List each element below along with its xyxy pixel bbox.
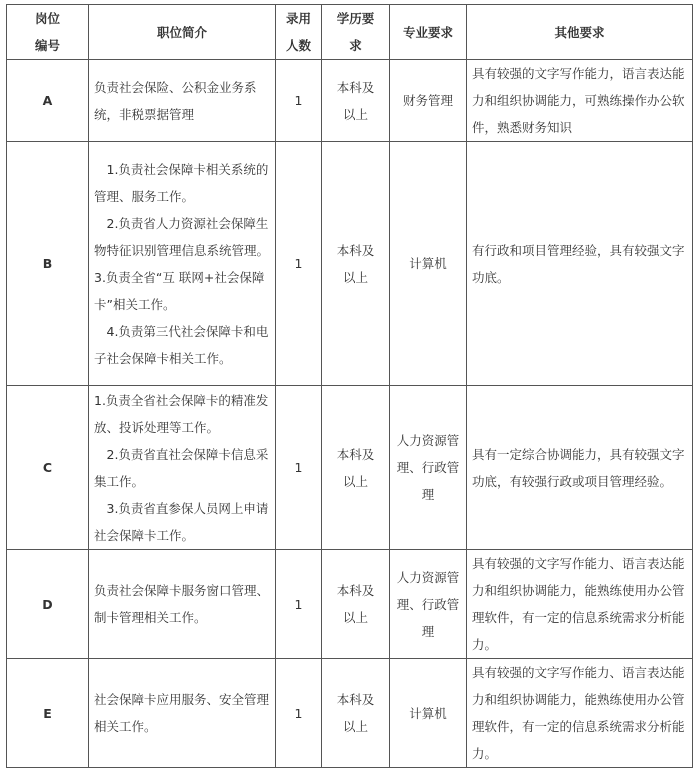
- major-cell: 计算机: [390, 659, 467, 768]
- major-cell: 计算机: [390, 142, 467, 386]
- hire-count-cell: 1: [276, 659, 322, 768]
- position-code-cell: E: [7, 659, 89, 768]
- header-other: 其他要求: [467, 5, 693, 60]
- other-requirements-cell: 具有较强的文字写作能力，语言表达能力和组织协调能力，可熟练操作办公软件，熟悉财务知识: [467, 60, 693, 142]
- description-cell: 负责社会保障卡服务窗口管理、制卡管理相关工作。: [89, 550, 276, 659]
- position-code-cell: B: [7, 142, 89, 386]
- position-code-cell: C: [7, 386, 89, 550]
- table-row: [7, 60, 693, 142]
- hire-count-cell: 1: [276, 386, 322, 550]
- description-cell: 1.负责全省社会保障卡的精准发放、投诉处理等工作。 2.负责省直社会保障卡信息采集工作。 3.负责省直参保人员网上申请社会保障卡工作。: [89, 386, 276, 550]
- description-cell: 负责社会保险、公积金业务系统，非税票据管理: [89, 60, 276, 142]
- major-cell: 财务管理: [390, 60, 467, 142]
- education-cell: 本科及 以上: [322, 386, 390, 550]
- education-cell: 本科及 以上: [322, 659, 390, 768]
- position-code-cell: D: [7, 550, 89, 659]
- table-row: [7, 550, 693, 659]
- education-cell: 本科及 以上: [322, 60, 390, 142]
- table-row: [7, 142, 693, 386]
- hire-count-cell: 1: [276, 60, 322, 142]
- header-major: 专业要求: [390, 5, 467, 60]
- job-requirements-table: [6, 4, 693, 768]
- header-description: 职位简介: [89, 5, 276, 60]
- education-cell: 本科及 以上: [322, 142, 390, 386]
- other-requirements-cell: 具有较强的文字写作能力、语言表达能力和组织协调能力，能熟练使用办公管理软件，有一定的信息系统需求分析能力。: [467, 550, 693, 659]
- header-education: 学历要 求: [322, 5, 390, 60]
- education-cell: 本科及 以上: [322, 550, 390, 659]
- hire-count-cell: 1: [276, 550, 322, 659]
- position-code-cell: A: [7, 60, 89, 142]
- major-cell: 人力资源管理、行政管理: [390, 550, 467, 659]
- other-requirements-cell: 具有较强的文字写作能力、语言表达能力和组织协调能力，能熟练使用办公管理软件，有一定的信息系统需求分析能力。: [467, 659, 693, 768]
- header-position-code: 岗位 编号: [7, 5, 89, 60]
- description-cell: 1.负责社会保障卡相关系统的管理、服务工作。 2.负责省人力资源社会保障生物特征识别管理信息系统管理。 3.负责全省“互 联网+社会保障卡”相关工作。 4.负责第三代社会保障卡和电子社会保障卡相关工作。: [89, 142, 276, 386]
- description-cell: 社会保障卡应用服务、安全管理相关工作。: [89, 659, 276, 768]
- table-header-row: [7, 5, 693, 60]
- hire-count-cell: 1: [276, 142, 322, 386]
- other-requirements-cell: 有行政和项目管理经验，具有较强文字功底。: [467, 142, 693, 386]
- other-requirements-cell: 具有一定综合协调能力，具有较强文字功底，有较强行政或项目管理经验。: [467, 386, 693, 550]
- table-row: [7, 659, 693, 768]
- table-row: [7, 386, 693, 550]
- header-hire-count: 录用 人数: [276, 5, 322, 60]
- major-cell: 人力资源管理、行政管理: [390, 386, 467, 550]
